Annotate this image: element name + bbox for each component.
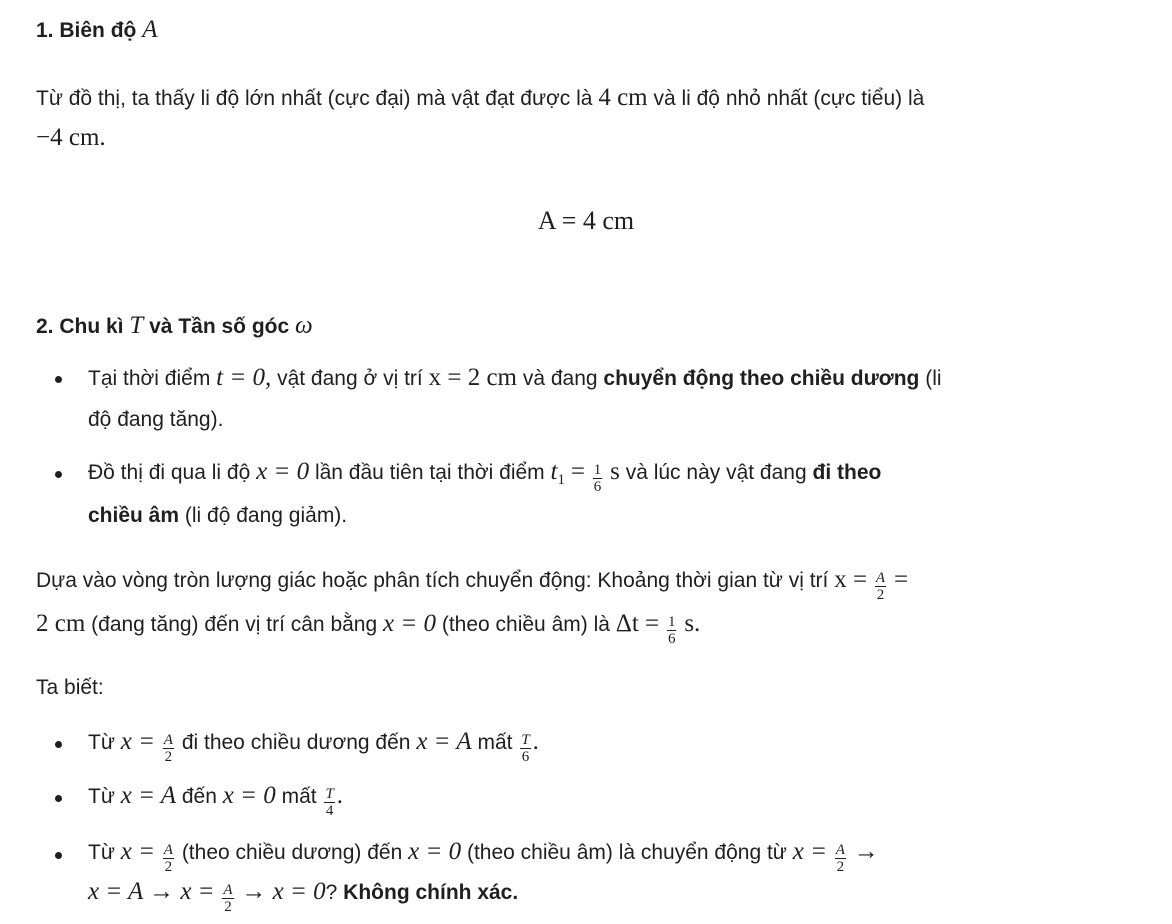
bullet-dot <box>55 795 62 802</box>
text: Từ <box>88 841 115 864</box>
numerator: A <box>223 881 233 898</box>
fraction <box>163 732 174 765</box>
math: x = A → x = <box>88 878 215 905</box>
fraction <box>667 614 677 647</box>
list-3-line1 <box>88 838 879 875</box>
math: x = A <box>416 728 472 755</box>
text: và Tần số góc <box>149 315 290 338</box>
bullet-dot <box>55 852 62 859</box>
text: Dựa vào vòng tròn lượng giác hoặc phân tích chuyển động: Khoảng thời gian từ vị trí <box>36 569 829 592</box>
fraction <box>835 842 846 875</box>
math: s <box>610 458 620 485</box>
fraction <box>222 882 233 915</box>
text: (theo chiều dương) đến <box>181 841 403 864</box>
text: và đang <box>522 367 598 390</box>
bold-text: chiều âm <box>88 504 180 527</box>
text: lần đầu tiên tại thời điểm <box>314 461 545 484</box>
numerator: A <box>835 841 845 858</box>
math: x = 0 <box>256 458 310 485</box>
math: x = 0 <box>383 610 436 637</box>
p3-line2 <box>36 610 700 647</box>
list-2 <box>88 782 343 819</box>
math: . <box>336 782 344 809</box>
amplitude-equation: A = 4 cm <box>537 206 635 235</box>
fraction <box>875 570 886 603</box>
arrow: → <box>853 838 879 865</box>
p4-text: Ta biết: <box>36 676 104 699</box>
math-4cm: 4 cm <box>598 84 648 111</box>
text: mất <box>281 785 317 808</box>
denominator: 2 <box>224 898 232 915</box>
math: s. <box>684 610 701 637</box>
numerator: A <box>163 841 173 858</box>
math-neg4cm: −4 cm. <box>36 124 106 151</box>
math: → x = 0 <box>241 878 326 905</box>
denominator: 2 <box>836 858 845 875</box>
text: (li độ đang giảm). <box>184 504 348 527</box>
text: đi theo chiều dương đến <box>181 731 411 754</box>
math: x = 2 cm <box>428 364 517 391</box>
s1-paragraph-line1 <box>36 84 924 112</box>
text: (đang tăng) đến vị trí cân bằng <box>91 613 378 636</box>
bullet-2-line1 <box>88 458 881 495</box>
math: t = 0, <box>216 364 272 391</box>
denominator: 6 <box>593 478 602 495</box>
text: Từ đồ thị, ta thấy li độ lớn nhất (cực đại) mà vật đạt được là <box>36 87 593 110</box>
omega-symbol: ω <box>295 312 313 339</box>
denominator: 2 <box>876 586 885 603</box>
text: (theo chiều âm) là <box>441 613 610 636</box>
numerator: A <box>875 569 886 586</box>
amplitude-symbol: A <box>142 16 158 43</box>
s1-paragraph-line2 <box>36 124 106 152</box>
p3-line1 <box>36 566 908 603</box>
subscript: 1 <box>557 472 565 489</box>
math: x = <box>834 566 868 593</box>
list-3-line2 <box>88 878 518 915</box>
text: ? <box>325 881 338 904</box>
text: đến <box>181 785 217 808</box>
math: x = 0 <box>222 782 276 809</box>
fraction <box>163 842 174 875</box>
math: = <box>570 458 585 485</box>
text: Từ <box>88 785 115 808</box>
bold-text: chuyển động theo chiều dương <box>603 367 920 390</box>
math: Δt = <box>615 610 660 637</box>
bullet-2-line2 <box>88 504 347 528</box>
text: (theo chiều âm) là chuyển động từ <box>466 841 787 864</box>
list-1 <box>88 728 539 765</box>
math: x = A <box>120 782 177 809</box>
numerator: 1 <box>667 613 676 630</box>
fraction <box>324 786 334 819</box>
numerator: T <box>325 785 334 802</box>
math: x = <box>120 838 155 865</box>
text: Tại thời điểm <box>88 367 211 390</box>
bullet-dot <box>55 376 62 383</box>
text: Đồ thị đi qua li độ <box>88 461 251 484</box>
math: . <box>532 728 539 755</box>
numerator: 1 <box>593 461 602 478</box>
section-2-heading <box>36 312 313 340</box>
bold-text: đi theo <box>812 461 882 484</box>
text: và li độ nhỏ nhất (cực tiểu) là <box>653 87 925 110</box>
numerator: A <box>163 731 173 748</box>
math: t <box>550 458 558 485</box>
fraction <box>520 732 530 765</box>
text: mất <box>477 731 513 754</box>
section-1-title: 1. Biên độ <box>36 19 137 42</box>
math: x = <box>120 728 155 755</box>
fraction <box>593 462 603 495</box>
bold-text: Không chính xác. <box>343 881 519 904</box>
bullet-dot <box>55 741 62 748</box>
denominator: 6 <box>521 748 530 765</box>
numerator: T <box>521 731 530 748</box>
math: 2 cm <box>36 610 86 637</box>
text: và lúc này vật đang <box>625 461 807 484</box>
bullet-dot <box>55 471 62 478</box>
denominator: 6 <box>667 630 676 647</box>
math: x = <box>792 838 827 865</box>
bullet-1-line1 <box>88 364 942 392</box>
section-1-heading <box>36 16 157 44</box>
text: (li <box>925 367 942 390</box>
denominator: 2 <box>164 748 173 765</box>
section-2-title: 2. Chu kì <box>36 315 124 338</box>
text: vật đang ở vị trí <box>277 367 423 390</box>
math: = <box>893 566 909 593</box>
period-symbol: T <box>129 312 144 339</box>
math: x = 0 <box>408 838 462 865</box>
denominator: 2 <box>164 858 173 875</box>
text: Từ <box>88 731 115 754</box>
bullet-1-line2: độ đang tăng). <box>88 408 224 431</box>
denominator: 4 <box>325 802 334 819</box>
